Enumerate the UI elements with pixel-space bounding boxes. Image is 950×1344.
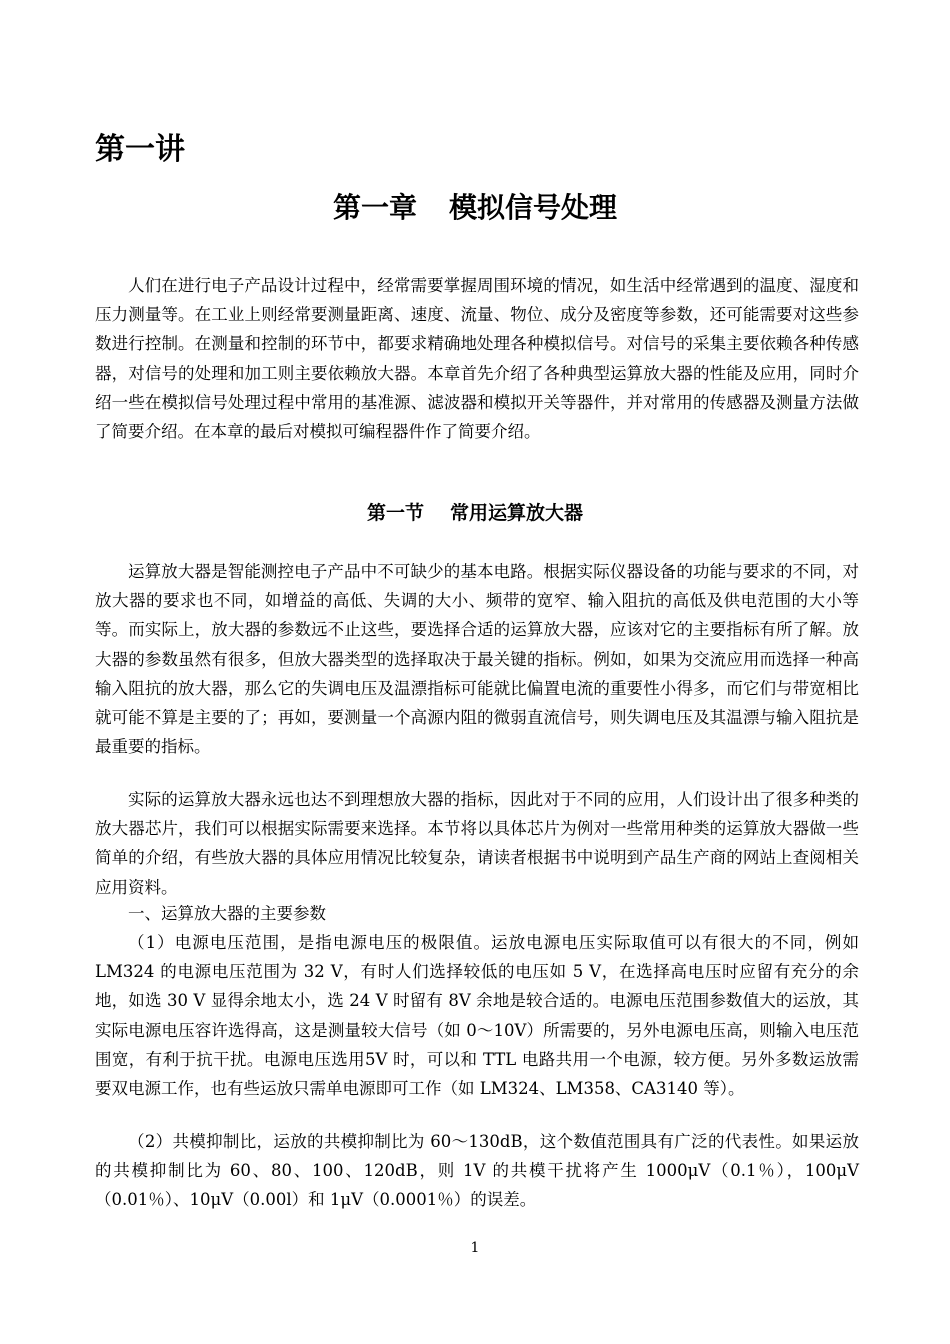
section-title — [0, 499, 950, 527]
lecture-title: 第一讲 — [95, 132, 185, 167]
body-paragraph: 实际的运算放大器永远也达不到理想放大器的指标，因此对于不同的应用，人们设计出了很多种类的放大器芯片，我们可以根据实际需要来选择。本节将以具体芯片为例对一些常用种类的运算放大器做一些简单的介绍，有些放大器的具体应用情况比较复杂，请读者根据书中说明到产品生产商的网站上查阅相关应用资料。 — [95, 790, 859, 897]
subsection-heading: 一、运算放大器的主要参数 — [128, 904, 326, 923]
body-paragraph: （2）共模抑制比，运放的共模抑制比为 60～130dB，这个数值范围具有广泛的代表性。如果运放的共模抑制比为 60、80、100、120dB，则 1V 的共模干扰将产生 1000μV（0.1％），100μV（0.01％）、10μV（0.00l）和 1μV（0.0001％）的误差。 — [95, 1132, 859, 1210]
section-name: 常用运算放大器 — [450, 502, 584, 524]
chapter-title — [0, 188, 950, 228]
body-paragraph: 运算放大器是智能测控电子产品中不可缺少的基本电路。根据实际仪器设备的功能与要求的不同，对放大器的要求也不同，如增益的高低、失调的大小、频带的宽窄、输入阻抗的高低及供电范围的大小等等。而实际上，放大器的参数远不止这些，要选择合适的运算放大器，应该对它的主要指标有所了解。放大器的参数虽然有很多，但放大器类型的选择取决于最关键的指标。例如，如果为交流应用而选择一种高输入阻抗的放大器，那么它的失调电压及温漂指标可能就比偏置电流的重要性小得多，而它们与带宽相比就可能不算是主要的了；再如，要测量一个高源内阻的微弱直流信号，则失调电压及其温漂与输入阻抗是最重要的指标。 — [95, 562, 859, 757]
section-label: 第一节 — [366, 502, 424, 524]
chapter-label: 第一章 — [332, 191, 417, 224]
chapter-name: 模拟信号处理 — [449, 191, 618, 224]
intro-paragraph: 人们在进行电子产品设计过程中，经常需要掌握周围环境的情况，如生活中经常遇到的温度、湿度和压力测量等。在工业上则经常要测量距离、速度、流量、物位、成分及密度等参数，还可能需要对这些参数进行控制。在测量和控制的环节中，都要求精确地处理各种模拟信号。对信号的采集主要依赖各种传感器，对信号的处理和加工则主要依赖放大器。本章首先介绍了各种典型运算放大器的性能及应用，同时介绍一些在模拟信号处理过程中常用的基准源、滤波器和模拟开关等器件，并对常用的传感器及测量方法做了简要介绍。在本章的最后对模拟可编程器件作了简要介绍。 — [95, 276, 859, 442]
body-paragraph: （1）电源电压范围，是指电源电压的极限值。运放电源电压实际取值可以有很大的不同，例如 LM324 的电源电压范围为 32 V，有时人们选择较低的电压如 5 V，在选择高电压时应留有充分的余地，如选 30 V 显得余地太小，选 24 V 时留有 8V 余地是较合适的。电源电压范围参数值大的运放，其实际电源电压容许选得高，这是测量较大信号（如 0～10V）所需要的，另外电源电压高，则输入电压范围宽，有利于抗干扰。电源电压选用5V 时，可以和 TTL 电路共用一个电源，较方便。另外多数运放需要双电源工作，也有些运放只需单电源即可工作（如 LM324、LM358、CA3140 等）。 — [95, 933, 859, 1099]
page-number: 1 — [470, 1240, 480, 1256]
